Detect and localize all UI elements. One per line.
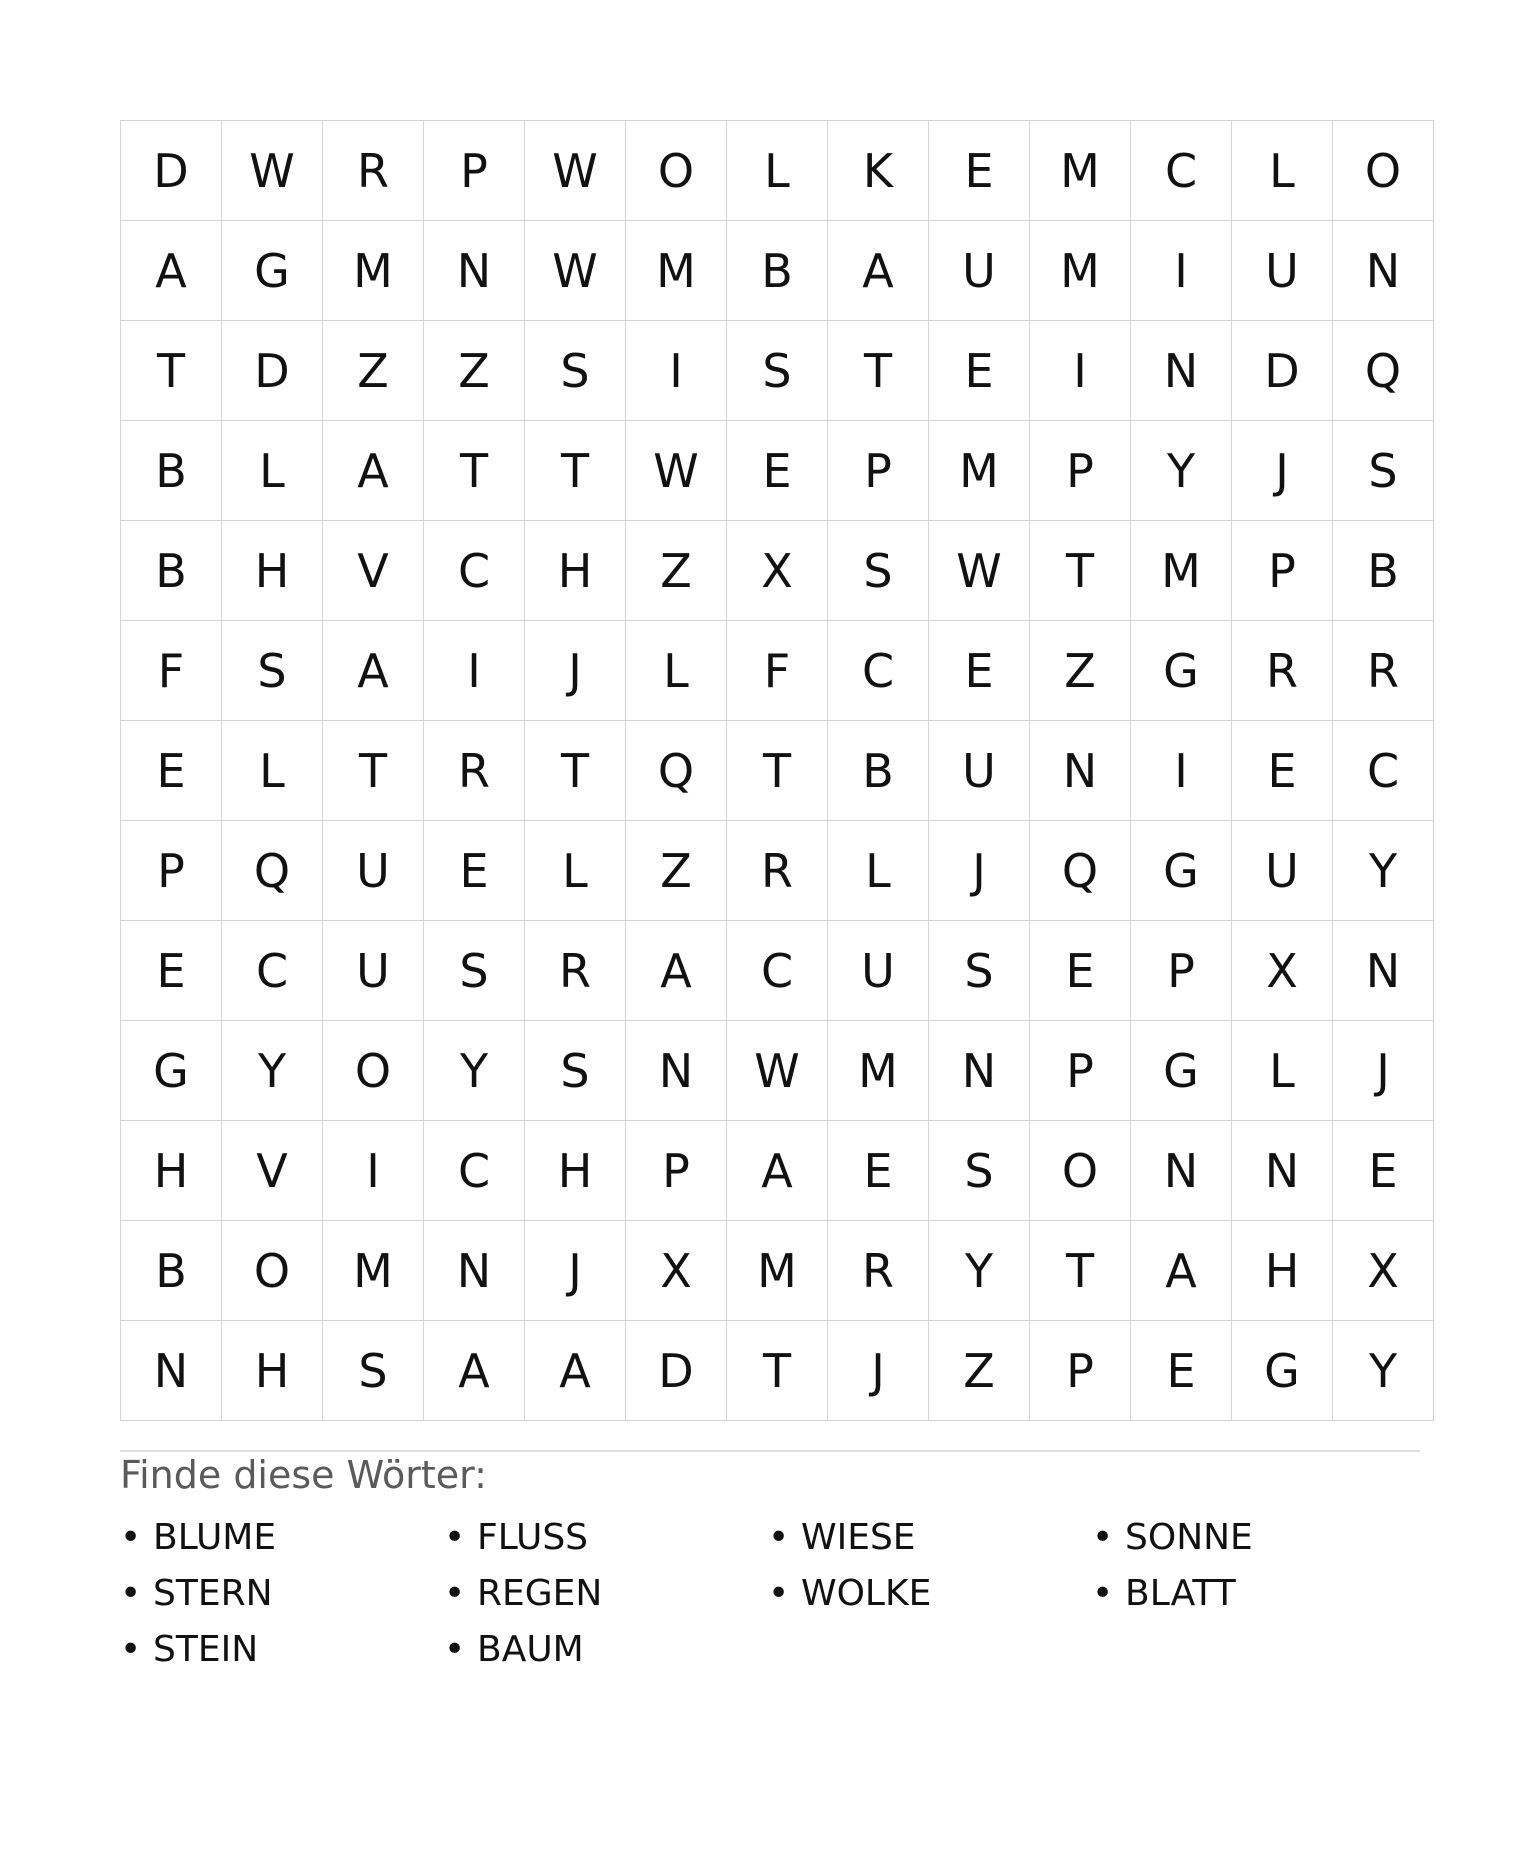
grid-cell[interactable]: L (222, 721, 323, 821)
bullet-icon: • (1092, 1573, 1114, 1614)
grid-cell[interactable]: P (1232, 521, 1333, 621)
word-label: SONNE (1125, 1517, 1253, 1558)
grid-cell[interactable]: I (626, 321, 727, 421)
grid-cell[interactable]: E (929, 321, 1030, 421)
grid-cell[interactable]: N (626, 1021, 727, 1121)
grid-cell[interactable]: I (1131, 721, 1232, 821)
grid-row (121, 1221, 1434, 1321)
grid-cell[interactable]: G (1131, 621, 1232, 721)
grid-cell[interactable]: Z (626, 821, 727, 921)
grid-cell[interactable]: P (1030, 1021, 1131, 1121)
grid-cell[interactable]: E (424, 821, 525, 921)
grid-cell[interactable]: X (1333, 1221, 1434, 1321)
grid-cell[interactable]: J (929, 821, 1030, 921)
grid-row (121, 821, 1434, 921)
grid-cell[interactable]: N (1333, 221, 1434, 321)
grid-cell[interactable]: I (1030, 321, 1131, 421)
grid-cell[interactable]: F (121, 621, 222, 721)
grid-cell[interactable]: S (323, 1321, 424, 1421)
word-list-item (444, 1566, 768, 1622)
grid-cell[interactable]: E (1333, 1121, 1434, 1221)
grid-cell[interactable]: A (323, 621, 424, 721)
word-list-item (768, 1510, 1092, 1566)
grid-row (121, 121, 1434, 221)
grid-cell[interactable]: T (727, 721, 828, 821)
grid-cell[interactable]: H (525, 521, 626, 621)
grid-cell[interactable]: N (424, 221, 525, 321)
grid-cell[interactable]: V (323, 521, 424, 621)
grid-cell[interactable]: I (1131, 221, 1232, 321)
grid-cell[interactable]: T (121, 321, 222, 421)
grid-cell[interactable]: C (424, 1121, 525, 1221)
grid-cell[interactable]: C (1131, 121, 1232, 221)
grid-cell[interactable]: C (727, 921, 828, 1021)
grid-cell[interactable]: Y (1131, 421, 1232, 521)
grid-cell[interactable]: P (1030, 1321, 1131, 1421)
instruction-text: Finde diese Wörter: (120, 1453, 487, 1497)
grid-cell[interactable]: O (1333, 121, 1434, 221)
grid-cell[interactable]: N (424, 1221, 525, 1321)
grid-cell[interactable]: G (222, 221, 323, 321)
grid-cell[interactable]: P (828, 421, 929, 521)
grid-cell[interactable]: F (727, 621, 828, 721)
word-label: STERN (153, 1573, 273, 1614)
grid-cell[interactable]: J (1232, 421, 1333, 521)
grid-cell[interactable]: L (1232, 121, 1333, 221)
grid-cell[interactable]: L (525, 821, 626, 921)
grid-cell[interactable]: M (1131, 521, 1232, 621)
grid-cell[interactable]: W (525, 221, 626, 321)
grid-cell[interactable]: H (525, 1121, 626, 1221)
grid-row (121, 221, 1434, 321)
grid-cell[interactable]: A (828, 221, 929, 321)
bullet-icon: • (444, 1517, 466, 1558)
grid-cell[interactable]: E (1232, 721, 1333, 821)
grid-cell[interactable]: C (222, 921, 323, 1021)
grid-cell[interactable]: J (828, 1321, 929, 1421)
grid-cell[interactable]: T (525, 721, 626, 821)
grid-row (121, 1121, 1434, 1221)
grid-cell[interactable]: N (1232, 1121, 1333, 1221)
grid-cell[interactable]: U (323, 921, 424, 1021)
grid-cell[interactable]: H (121, 1121, 222, 1221)
grid-cell[interactable]: O (1030, 1121, 1131, 1221)
grid-cell[interactable]: E (1131, 1321, 1232, 1421)
grid-cell[interactable]: W (626, 421, 727, 521)
grid-cell[interactable]: R (424, 721, 525, 821)
grid-cell[interactable]: E (1030, 921, 1131, 1021)
grid-cell[interactable]: P (121, 821, 222, 921)
word-label: FLUSS (477, 1517, 589, 1558)
grid-cell[interactable]: D (1232, 321, 1333, 421)
word-list-item (444, 1510, 768, 1566)
grid-cell[interactable]: H (1232, 1221, 1333, 1321)
grid-cell[interactable]: N (121, 1321, 222, 1421)
word-label: STEIN (153, 1629, 259, 1670)
grid-cell[interactable]: N (1333, 921, 1434, 1021)
grid-cell[interactable]: X (626, 1221, 727, 1321)
grid-cell[interactable]: W (222, 121, 323, 221)
grid-row (121, 921, 1434, 1021)
grid-cell[interactable]: Q (222, 821, 323, 921)
grid-cell[interactable]: N (929, 1021, 1030, 1121)
grid-cell[interactable]: L (727, 121, 828, 221)
grid-cell[interactable]: W (929, 521, 1030, 621)
grid-cell[interactable]: E (929, 621, 1030, 721)
grid-cell[interactable]: L (828, 821, 929, 921)
grid-cell[interactable]: Y (222, 1021, 323, 1121)
bullet-icon: • (120, 1573, 142, 1614)
grid-cell[interactable]: O (222, 1221, 323, 1321)
grid-cell[interactable]: B (828, 721, 929, 821)
word-label: REGEN (477, 1573, 603, 1614)
word-label: WOLKE (801, 1573, 932, 1614)
bullet-icon: • (120, 1629, 142, 1670)
grid-cell[interactable]: N (1131, 321, 1232, 421)
grid-cell[interactable]: H (222, 521, 323, 621)
grid-cell[interactable]: I (323, 1121, 424, 1221)
grid-cell[interactable]: S (424, 921, 525, 1021)
word-list (120, 1510, 1420, 1678)
grid-cell[interactable]: G (1232, 1321, 1333, 1421)
grid-cell[interactable]: Y (1333, 1321, 1434, 1421)
grid-cell[interactable]: L (626, 621, 727, 721)
grid-cell[interactable]: D (626, 1321, 727, 1421)
grid-cell[interactable]: T (1030, 1221, 1131, 1321)
grid-row (121, 521, 1434, 621)
grid-cell[interactable]: O (323, 1021, 424, 1121)
grid-cell[interactable]: M (1030, 121, 1131, 221)
grid-cell[interactable]: A (727, 1121, 828, 1221)
grid-cell[interactable]: T (828, 321, 929, 421)
grid-cell[interactable]: D (222, 321, 323, 421)
grid-cell[interactable]: J (1333, 1021, 1434, 1121)
grid-cell[interactable]: K (828, 121, 929, 221)
grid-cell[interactable]: U (828, 921, 929, 1021)
word-list-item (120, 1510, 444, 1566)
grid-cell[interactable]: L (1232, 1021, 1333, 1121)
word-list-item (1092, 1510, 1416, 1566)
grid-cell[interactable]: P (1131, 921, 1232, 1021)
word-list-item (120, 1566, 444, 1622)
grid-cell[interactable]: S (727, 321, 828, 421)
grid-cell[interactable]: B (121, 521, 222, 621)
grid-cell[interactable]: C (424, 521, 525, 621)
grid-cell[interactable]: M (828, 1021, 929, 1121)
grid-cell[interactable]: B (727, 221, 828, 321)
grid-row (121, 1321, 1434, 1421)
grid-cell[interactable]: S (1333, 421, 1434, 521)
grid-cell[interactable]: R (323, 121, 424, 221)
word-list-item (768, 1566, 1092, 1622)
word-search-puzzle (120, 120, 1420, 1421)
grid-cell[interactable]: E (121, 921, 222, 1021)
grid-cell[interactable]: M (323, 1221, 424, 1321)
grid-cell[interactable]: D (121, 121, 222, 221)
grid-cell[interactable]: E (828, 1121, 929, 1221)
grid-cell[interactable]: Q (626, 721, 727, 821)
grid-cell[interactable]: U (929, 221, 1030, 321)
grid-cell[interactable]: C (1333, 721, 1434, 821)
grid-cell[interactable]: B (121, 421, 222, 521)
grid-cell[interactable]: E (727, 421, 828, 521)
grid-cell[interactable]: N (1131, 1121, 1232, 1221)
grid-cell[interactable]: M (727, 1221, 828, 1321)
word-label: BLATT (1125, 1573, 1236, 1614)
grid-cell[interactable]: M (323, 221, 424, 321)
grid-row (121, 721, 1434, 821)
grid-cell[interactable]: R (727, 821, 828, 921)
grid-cell[interactable]: B (121, 1221, 222, 1321)
word-list-item (444, 1622, 768, 1678)
grid-cell[interactable]: Z (929, 1321, 1030, 1421)
grid-row (121, 1021, 1434, 1121)
grid-cell[interactable]: J (525, 621, 626, 721)
grid-cell[interactable]: T (727, 1321, 828, 1421)
grid-cell[interactable]: A (626, 921, 727, 1021)
grid-cell[interactable]: O (626, 121, 727, 221)
grid-cell[interactable]: S (929, 1121, 1030, 1221)
grid-row (121, 621, 1434, 721)
grid-cell[interactable]: V (222, 1121, 323, 1221)
grid-cell[interactable]: A (323, 421, 424, 521)
grid-cell[interactable]: Q (1030, 821, 1131, 921)
grid-cell[interactable]: M (626, 221, 727, 321)
grid-cell[interactable]: T (1030, 521, 1131, 621)
grid-cell[interactable]: T (525, 421, 626, 521)
grid-cell[interactable]: Q (1333, 321, 1434, 421)
grid-cell[interactable]: J (525, 1221, 626, 1321)
grid-cell[interactable]: U (323, 821, 424, 921)
word-label: BAUM (477, 1629, 584, 1670)
grid-cell[interactable]: Y (424, 1021, 525, 1121)
grid-cell[interactable]: U (929, 721, 1030, 821)
grid-cell[interactable]: Z (626, 521, 727, 621)
grid-cell[interactable]: E (121, 721, 222, 821)
grid-cell[interactable]: A (121, 221, 222, 321)
grid-cell[interactable]: S (828, 521, 929, 621)
grid-cell[interactable]: G (1131, 821, 1232, 921)
bullet-icon: • (444, 1629, 466, 1670)
grid-cell[interactable]: G (1131, 1021, 1232, 1121)
bullet-icon: • (768, 1573, 790, 1614)
word-list-item (120, 1622, 444, 1678)
grid-cell[interactable]: A (525, 1321, 626, 1421)
grid-cell[interactable]: Z (424, 321, 525, 421)
grid-cell[interactable]: E (929, 121, 1030, 221)
grid-cell[interactable]: H (222, 1321, 323, 1421)
word-list-item (1092, 1566, 1416, 1622)
bullet-icon: • (1092, 1517, 1114, 1558)
grid-cell[interactable]: Z (323, 321, 424, 421)
grid-cell[interactable]: P (1030, 421, 1131, 521)
grid-cell[interactable]: B (1333, 521, 1434, 621)
grid-cell[interactable]: S (525, 321, 626, 421)
letter-grid (120, 120, 1434, 1421)
grid-cell[interactable]: W (727, 1021, 828, 1121)
grid-cell[interactable]: R (1232, 621, 1333, 721)
grid-cell[interactable]: A (1131, 1221, 1232, 1321)
grid-cell[interactable]: S (525, 1021, 626, 1121)
grid-cell[interactable]: C (828, 621, 929, 721)
bullet-icon: • (444, 1573, 466, 1614)
grid-cell[interactable]: P (626, 1121, 727, 1221)
word-label: BLUME (153, 1517, 277, 1558)
grid-cell[interactable]: N (1030, 721, 1131, 821)
grid-cell[interactable]: U (1232, 821, 1333, 921)
grid-cell[interactable]: R (828, 1221, 929, 1321)
grid-cell[interactable]: T (424, 421, 525, 521)
grid-cell[interactable]: P (424, 121, 525, 221)
grid-cell[interactable]: L (222, 421, 323, 521)
grid-cell[interactable]: A (424, 1321, 525, 1421)
grid-cell[interactable]: S (222, 621, 323, 721)
grid-row (121, 321, 1434, 421)
bullet-icon: • (768, 1517, 790, 1558)
grid-cell[interactable]: Y (929, 1221, 1030, 1321)
bullet-icon: • (120, 1517, 142, 1558)
grid-cell[interactable]: X (1232, 921, 1333, 1021)
grid-cell[interactable]: S (929, 921, 1030, 1021)
grid-cell[interactable]: I (424, 621, 525, 721)
grid-cell[interactable]: Z (1030, 621, 1131, 721)
grid-cell[interactable]: G (121, 1021, 222, 1121)
word-label: WIESE (801, 1517, 916, 1558)
grid-cell[interactable]: T (323, 721, 424, 821)
grid-cell[interactable]: U (1232, 221, 1333, 321)
grid-cell[interactable]: R (525, 921, 626, 1021)
grid-row (121, 421, 1434, 521)
grid-cell[interactable]: W (525, 121, 626, 221)
grid-cell[interactable]: Y (1333, 821, 1434, 921)
grid-cell[interactable]: M (1030, 221, 1131, 321)
grid-cell[interactable]: X (727, 521, 828, 621)
grid-cell[interactable]: M (929, 421, 1030, 521)
grid-cell[interactable]: R (1333, 621, 1434, 721)
